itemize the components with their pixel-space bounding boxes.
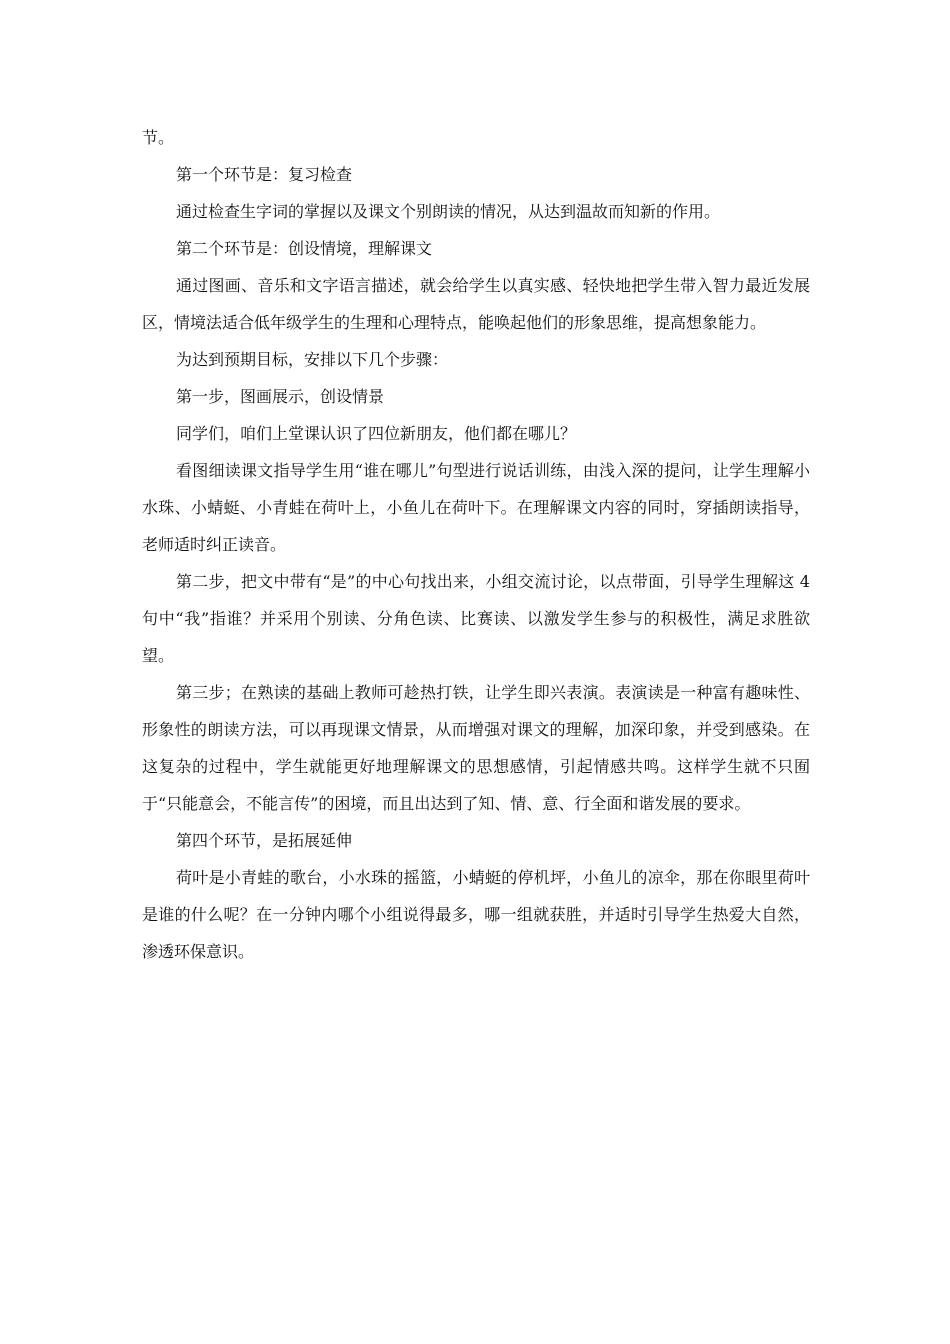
paragraph-step-3: 第三步；在熟读的基础上教师可趁热打铁，让学生即兴表演。表演读是一种富有趣味性、形象性的朗读方法，可以再现课文情景，从而增强对课文的理解，加深印象，并受到感染。在这复杂的过程中，学生就能更好地理解课文的思想感情，引起情感共鸣。这样学生就不只囿于“只能意会，不能言传”的困境，而且出达到了知、情、意、行全面和谐发展的要求。	[142, 683, 810, 813]
paragraph-step-1-body: 看图细读课文指导学生用“谁在哪儿”句型进行说话训练，由浅入深的提问，让学生理解小水珠、小蜻蜓、小青蛙在荷叶上，小鱼儿在荷叶下。在理解课文内容的同时，穿插朗读指导，老师适时纠正读音。	[142, 461, 810, 554]
document-body	[142, 119, 810, 970]
paragraph-step-1-heading: 第一步，图画展示，创设情景	[176, 387, 385, 406]
paragraph-section-4-heading: 第四个环节，是拓展延伸	[176, 831, 353, 850]
paragraph-continuation: 节。	[142, 128, 175, 147]
paragraph-section-2-heading: 第二个环节是：创设情境，理解课文	[176, 239, 433, 258]
paragraph-section-4-body: 荷叶是小青蛙的歌台，小水珠的摇篮，小蜻蜓的停机坪，小鱼儿的凉伞，那在你眼里荷叶是谁的什么呢？在一分钟内哪个小组说得最多，哪一组就获胜，并适时引导学生热爱大自然，渗透环保意识。	[142, 868, 810, 961]
paragraph-section-1-heading: 第一个环节是：复习检查	[176, 165, 353, 184]
paragraph-section-2-body: 通过图画、音乐和文字语言描述，就会给学生以真实感、轻快地把学生带入智力最近发展区，情境法适合低年级学生的生理和心理特点，能唤起他们的形象思维，提高想象能力。	[142, 276, 810, 332]
paragraph-section-1-body: 通过检查生字词的掌握以及课文个别朗读的情况，从达到温故而知新的作用。	[176, 202, 721, 221]
paragraph-step-1-question: 同学们，咱们上堂课认识了四位新朋友，他们都在哪儿？	[176, 424, 577, 443]
paragraph-step-2: 第二步，把文中带有“是”的中心句找出来，小组交流讨论，以点带面，引导学生理解这 4 句中“我”指谁？并采用个别读、分角色读、比赛读、以激发学生参与的积极性，满足求胜欲望。	[142, 572, 810, 665]
paragraph-steps-intro: 为达到预期目标，安排以下几个步骤：	[176, 350, 449, 369]
